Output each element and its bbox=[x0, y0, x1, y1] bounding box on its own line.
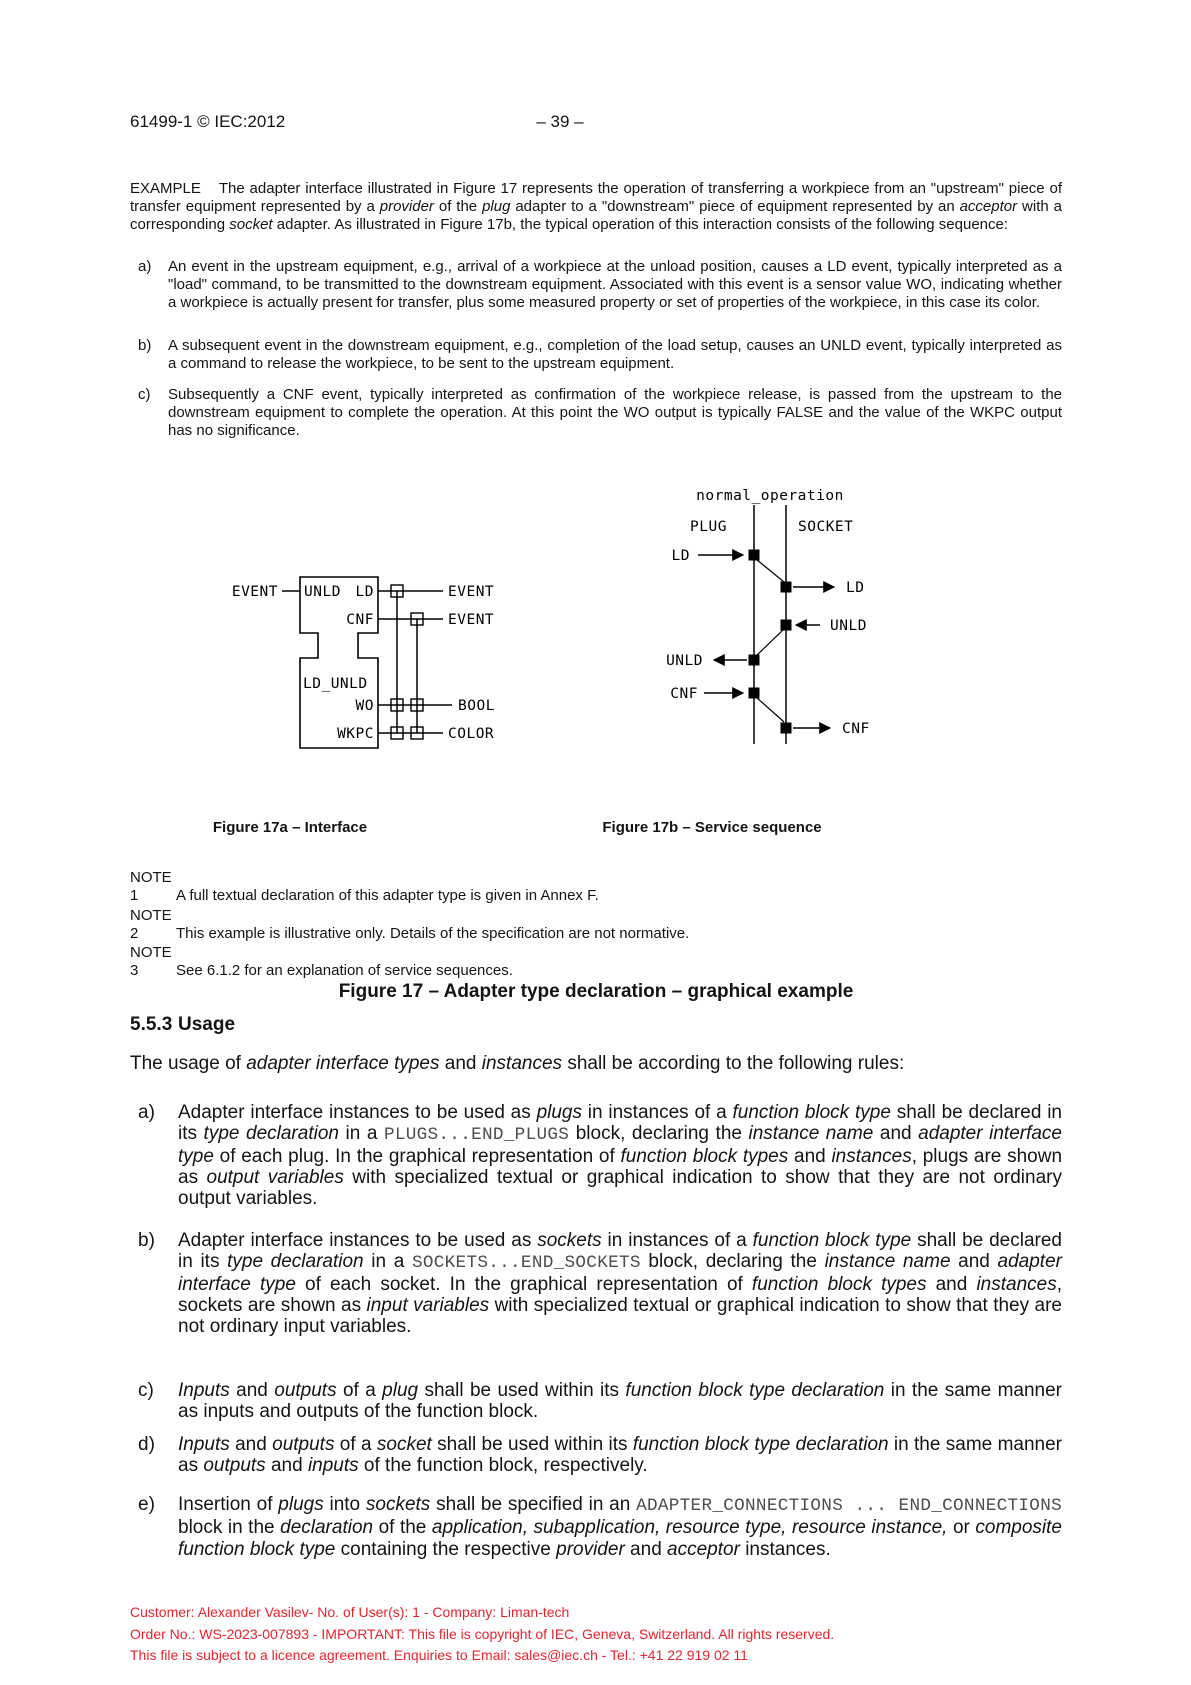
fig-b-unld-plug-square bbox=[749, 655, 760, 666]
rule-item-a-text: Adapter interface instances to be used as plugs in instances of a function block type shall be declared in its type declaration in a PLUGS...END_PLUGS block, declaring the instance name and adapter interface type of each plug. In the graphical representation of function block types and instances, plugs are shown as output variables with specialized textual or graphical indication to show that they are not ordinary output variables. bbox=[178, 1102, 1063, 1209]
list-item-c bbox=[130, 386, 1062, 440]
note-2-label: NOTE 2 bbox=[130, 907, 172, 942]
fig-b-cnf-socket-square bbox=[781, 723, 792, 734]
example-text: The adapter interface illustrated in Figure 17 represents the operation of transferring a workpiece from an "upstream" piece of transfer equipment represented by a provider of the plug adapter to a "downstream" piece of equipment represented by an acceptor with a corresponding socket adapter. As illustrated in Figure 17b, the typical operation of this interaction consists of the following sequence: bbox=[130, 180, 1062, 233]
rule-item-c bbox=[130, 1380, 1062, 1422]
fig-b-socket-label: SOCKET bbox=[798, 519, 854, 535]
fig-b-ld-plug-square bbox=[749, 550, 760, 561]
fig-a-wkpc-output-label: WKPC bbox=[337, 726, 374, 742]
figure-17a-diagram bbox=[190, 563, 610, 763]
fig-a-color-type-label: COLOR bbox=[448, 726, 495, 742]
rule-item-a-label: a) bbox=[138, 1102, 155, 1123]
usage-intro: The usage of adapter interface types and instances shall be according to the following rules: bbox=[130, 1053, 905, 1074]
fig-b-ld-in-label: LD bbox=[671, 548, 690, 564]
page-number: – 39 – bbox=[536, 112, 584, 131]
note-3-text: See 6.1.2 for an explanation of service sequences. bbox=[176, 962, 513, 979]
fig-a-type-name-label: LD_UNLD bbox=[303, 676, 368, 692]
fig-a-external-event-label: EVENT bbox=[231, 584, 278, 600]
example-paragraph bbox=[130, 180, 1062, 234]
fig-a-function-block-outline bbox=[300, 577, 378, 748]
fig-b-unld-in-label: UNLD bbox=[830, 618, 867, 634]
figure-17b-caption: Figure 17b – Service sequence bbox=[602, 819, 822, 836]
license-footer bbox=[130, 1602, 1062, 1667]
note-3 bbox=[130, 944, 1062, 980]
rule-item-c-label: c) bbox=[138, 1380, 154, 1401]
section-number: 5.5.3 bbox=[130, 1014, 173, 1035]
rule-item-c-text: Inputs and outputs of a plug shall be used within its function block type declaration in the same manner as inputs and outputs of the function block. bbox=[178, 1380, 1062, 1422]
list-item-a-text: An event in the upstream equipment, e.g., arrival of a workpiece at the unload position, causes a LD event, typically interpreted as a "load" command, to be transmitted to the downstream equipment. Associated with this event is a sensor value WO, indicating whether a workpiece is actually present for transfer, plus some measured property or set of properties of the workpiece, in this case its color. bbox=[168, 258, 1062, 311]
list-item-b-label: b) bbox=[138, 337, 152, 354]
section-title: Usage bbox=[178, 1014, 236, 1035]
list-item-b bbox=[130, 337, 1062, 373]
note-1 bbox=[130, 869, 1062, 905]
footer-line-licence: This file is subject to a licence agreement. Enquiries to Email: sales@iec.ch - Tel.: +41 22 919 02 11 bbox=[130, 1647, 748, 1663]
footer-line-customer: Customer: Alexander Vasilev- No. of User(s): 1 - Company: Liman-tech bbox=[130, 1604, 570, 1620]
rule-item-d bbox=[130, 1434, 1062, 1476]
list-item-a bbox=[130, 258, 1062, 312]
fig-b-plug-label: PLUG bbox=[690, 519, 727, 535]
fig-b-ld-out-label: LD bbox=[846, 580, 865, 596]
fig-b-cnf-out-label: CNF bbox=[842, 721, 870, 737]
fig-a-event-type-label-2: EVENT bbox=[448, 612, 495, 628]
fig-b-cnf-transfer-line bbox=[756, 697, 784, 722]
list-item-b-text: A subsequent event in the downstream equipment, e.g., completion of the load setup, causes an UNLD event, typically interpreted as a command to release the workpiece, to be sent to the upstream equipment. bbox=[168, 337, 1062, 372]
fig-b-unld-out-label: UNLD bbox=[666, 653, 703, 669]
rule-item-e-label: e) bbox=[138, 1494, 155, 1515]
list-item-c-text: Subsequently a CNF event, typically interpreted as confirmation of the workpiece release, is passed from the upstream to the downstream equipment to complete the operation. At this point the WO output is typically FALSE and the value of the WKPC output has no significance. bbox=[168, 386, 1062, 439]
list-item-c-label: c) bbox=[138, 386, 151, 403]
rule-item-d-text: Inputs and outputs of a socket shall be used within its function block type declaration in the same manner as outputs and inputs of the function block, respectively. bbox=[178, 1434, 1062, 1476]
fig-a-ld-output-label: LD bbox=[355, 584, 374, 600]
fig-b-ld-socket-square bbox=[781, 582, 792, 593]
fig-b-sequence-title: normal_operation bbox=[696, 488, 844, 504]
rule-item-d-label: d) bbox=[138, 1434, 155, 1455]
fig-a-unld-input-label: UNLD bbox=[304, 584, 341, 600]
note-2 bbox=[130, 907, 1062, 943]
note-1-label: NOTE 1 bbox=[130, 869, 172, 904]
figure-17-title: Figure 17 – Adapter type declaration – graphical example bbox=[338, 981, 854, 1002]
doc-reference: 61499-1 © IEC:2012 bbox=[130, 112, 286, 131]
note-3-label: NOTE 3 bbox=[130, 944, 172, 979]
fig-a-wo-output-label: WO bbox=[355, 698, 374, 714]
fig-a-event-type-label-1: EVENT bbox=[448, 584, 495, 600]
fig-a-cnf-output-label: CNF bbox=[346, 612, 374, 628]
fig-b-unld-socket-square bbox=[781, 620, 792, 631]
list-item-a-label: a) bbox=[138, 258, 152, 275]
rule-item-e bbox=[130, 1494, 1062, 1561]
example-label: EXAMPLE bbox=[130, 180, 201, 197]
fig-a-bool-type-label: BOOL bbox=[458, 698, 495, 714]
rule-item-b-text: Adapter interface instances to be used as sockets in instances of a function block type shall be declared in its type declaration in a SOCKETS...END_SOCKETS block, declaring the instance name and adapter interface type of each socket. In the graphical representation of function block types and instances, sockets are shown as input variables with specialized textual or graphical indication to show that they are not ordinary input variables. bbox=[178, 1230, 1062, 1337]
fig-b-cnf-plug-square bbox=[749, 688, 760, 699]
note-2-text: This example is illustrative only. Details of the specification are not normative. bbox=[176, 925, 690, 942]
rule-item-a bbox=[130, 1102, 1062, 1209]
note-1-text: A full textual declaration of this adapter type is given in Annex F. bbox=[176, 887, 599, 904]
footer-line-order: Order No.: WS-2023-007893 - IMPORTANT: This file is copyright of IEC, Geneva, Switzerland. All rights reserved. bbox=[130, 1625, 835, 1642]
fig-b-ld-transfer-line bbox=[756, 559, 784, 582]
fig-b-cnf-in-label: CNF bbox=[670, 686, 698, 702]
figure-17a-caption: Figure 17a – Interface bbox=[212, 819, 368, 836]
rule-item-e-text: Insertion of plugs into sockets shall be specified in an ADAPTER_CONNECTIONS ... END_CONNECTIONS block in the declaration of the application, subapplication, resource type, resource instance, or composite function block type containing the respective provider and acceptor instances. bbox=[178, 1494, 1062, 1560]
fig-b-unld-transfer-line bbox=[756, 629, 784, 656]
rule-item-b bbox=[130, 1230, 1062, 1337]
rule-item-b-label: b) bbox=[138, 1230, 155, 1251]
figure-17b-diagram bbox=[650, 478, 900, 753]
section-heading bbox=[130, 1014, 1062, 1035]
